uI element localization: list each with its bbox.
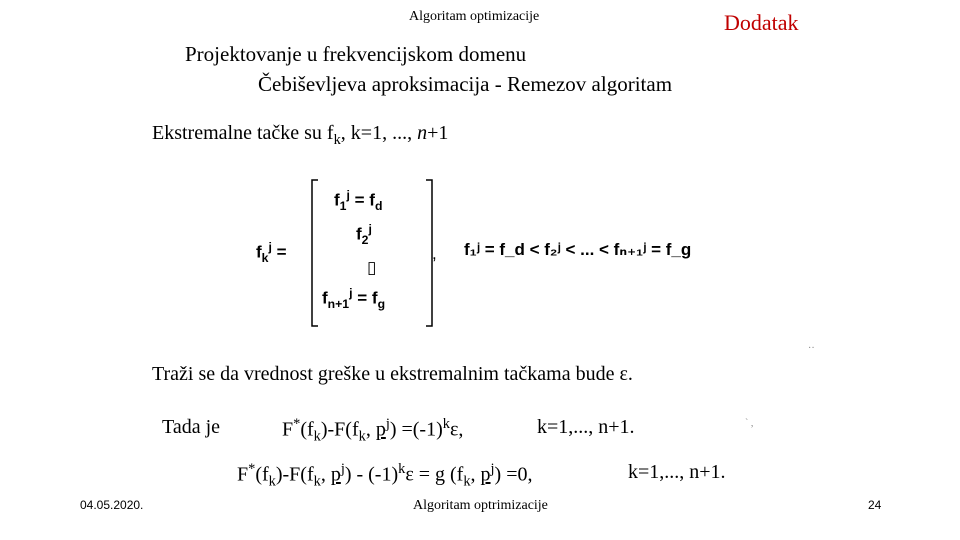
footer-date: 04.05.2020. (80, 498, 144, 512)
error-sentence: Traži se da vrednost greške u ekstremalnim tačkama bude ε. (152, 363, 633, 385)
matrix-lhs: $f_k^j$ = (256, 240, 287, 266)
extremal-sub: k (333, 132, 341, 148)
decorative-marks: ` , (745, 418, 754, 429)
left-bracket-shape (312, 180, 318, 326)
matrix-row1: $f_1^j = f_d$ (334, 188, 383, 214)
slide-title-line2: Čebiševljeva aproksimacija - Remezov algoritam (258, 72, 673, 96)
error-equation-2-range: k=1,..., n+1. (628, 461, 726, 483)
extremal-points-text (152, 122, 448, 149)
decorative-dots: ·· (808, 343, 815, 354)
matrix-row2: $f_2^j$ (356, 222, 372, 248)
matrix-row3-placeholder: ▯ (367, 258, 377, 277)
footer-page-number: 24 (868, 498, 882, 512)
header-course-name: Algoritam optimizacije (409, 9, 540, 24)
matrix-row4: $f_{n+1}^j = f_g$ (322, 286, 386, 312)
extremal-prefix: Ekstremalne tačke su f (152, 122, 334, 144)
footer-title: Algoritam optrimizacije (413, 498, 548, 513)
extremal-mid: , k=1, ..., (340, 122, 418, 144)
header-appendix-label: Dodatak (724, 10, 799, 35)
matrix-comma: , (432, 244, 437, 263)
extremal-n: n (417, 122, 428, 144)
tada-je-label: Tada je (162, 416, 221, 438)
ordering-chain: f₁ʲ = f_d < f₂ʲ < ... < fₙ₊₁ʲ = f_g (464, 240, 692, 259)
error-equation-1: $F^*(f_k)-F(f_k$, $p^j) =(-1)^k\varepsilon$, (282, 416, 464, 445)
extremal-suffix: +1 (427, 122, 449, 144)
slide-title-line1: Projektovanje u frekvencijskom domenu (185, 42, 527, 66)
extremal-points-equation (250, 178, 770, 328)
error-equation-2: $F^*(f_k)-F(f_k$, $p^j) - (-1)^k\varepsilon = g$ ($f_k$, $p^j) =0$, (237, 461, 533, 490)
error-equation-1-range: k=1,..., n+1. (537, 416, 635, 438)
